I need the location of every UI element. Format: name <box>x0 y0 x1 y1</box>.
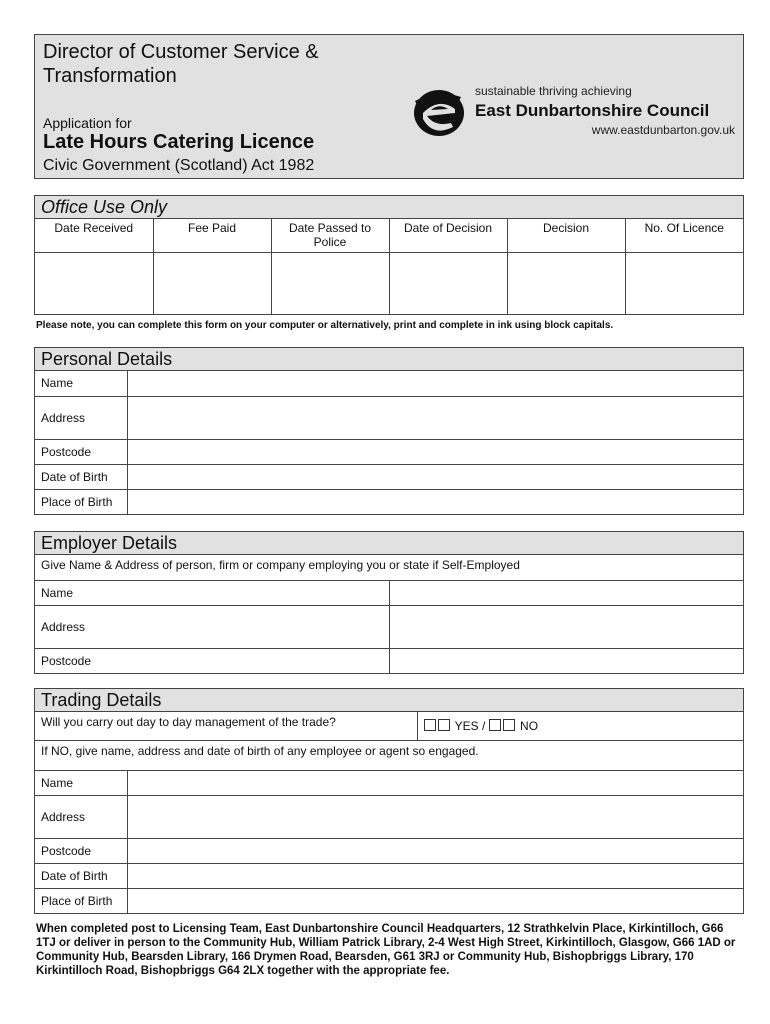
personal-postcode-field[interactable] <box>128 439 744 464</box>
trading-details-title: Trading Details <box>35 689 743 712</box>
office-field-decision[interactable] <box>507 253 625 315</box>
personal-details-section <box>34 347 744 515</box>
submission-instructions: When completed post to Licensing Team, East Dunbartonshire Council Headquarters, 12 Strathkelvin Place, Kirkintilloch, G66 1TJ or deliver in person to the Community Hub, William Patrick Library, 2-4 West High Street, Kirkintilloch, Glasgow, G66 1AD or Community Hub, Bearsden Library, 166 Drymen Road, Bearsden, G61 3RJ or Community Hub, Bishopbriggs Library, 170 Kirkintilloch Road, Bishopbriggs G64 2LX together with the appropriate fee. <box>36 923 736 977</box>
office-col-fee-paid: Fee Paid <box>153 219 271 253</box>
completion-note: Please note, you can complete this form on your computer or alternatively, print and complete in ink using block capitals. <box>36 320 614 331</box>
application-for-label: Application for <box>43 115 132 131</box>
trading-pob-field[interactable] <box>127 888 743 913</box>
trading-name-label: Name <box>35 770 127 795</box>
yes-checkbox-1[interactable] <box>424 719 436 731</box>
yes-checkbox-2[interactable] <box>438 719 450 731</box>
office-field-date-passed[interactable] <box>271 253 389 315</box>
council-e-logo-icon <box>411 83 467 139</box>
personal-dob-label: Date of Birth <box>35 464 128 489</box>
office-use-section <box>34 195 744 315</box>
employer-postcode-field[interactable] <box>389 648 743 673</box>
employer-name-field[interactable] <box>389 580 743 605</box>
personal-address-label: Address <box>35 396 128 439</box>
logo-tagline: sustainable thriving achieving <box>475 84 632 98</box>
trading-address-field[interactable] <box>127 795 743 838</box>
personal-pob-label: Place of Birth <box>35 489 128 514</box>
office-use-table <box>35 219 743 314</box>
personal-details-table <box>35 371 743 514</box>
no-checkbox-2[interactable] <box>503 719 515 731</box>
no-label: NO <box>520 718 539 733</box>
trading-name-field[interactable] <box>127 770 743 795</box>
employer-address-field[interactable] <box>389 605 743 648</box>
trading-dob-field[interactable] <box>127 863 743 888</box>
office-field-fee-paid[interactable] <box>153 253 271 315</box>
office-col-decision: Decision <box>507 219 625 253</box>
office-use-title: Office Use Only <box>35 196 743 219</box>
logo-url: www.eastdunbarton.gov.uk <box>591 123 735 137</box>
employer-details-table <box>35 555 743 673</box>
trading-yes-no <box>417 712 743 740</box>
logo-council-name: East Dunbartonshire Council <box>475 101 710 120</box>
trading-postcode-label: Postcode <box>35 838 127 863</box>
employer-instruction: Give Name & Address of person, firm or company employing you or state if Self-Employed <box>35 555 743 580</box>
trading-address-label: Address <box>35 795 127 838</box>
form-header <box>34 34 744 179</box>
personal-name-label: Name <box>35 371 128 396</box>
office-col-date-decision: Date of Decision <box>389 219 507 253</box>
yes-no-separator: / <box>482 718 486 733</box>
personal-dob-field[interactable] <box>128 464 744 489</box>
trading-details-table <box>35 712 743 913</box>
employer-postcode-label: Postcode <box>35 648 389 673</box>
trading-pob-label: Place of Birth <box>35 888 127 913</box>
office-field-date-received[interactable] <box>35 253 153 315</box>
office-col-licence-no: No. Of Licence <box>625 219 743 253</box>
trading-details-section <box>34 688 744 914</box>
personal-name-field[interactable] <box>128 371 744 396</box>
employer-details-title: Employer Details <box>35 532 743 555</box>
office-col-date-passed: Date Passed to Police <box>271 219 389 253</box>
department-title: Director of Customer Service & Transformation <box>43 41 319 87</box>
office-field-date-decision[interactable] <box>389 253 507 315</box>
personal-details-title: Personal Details <box>35 348 743 371</box>
act-subtitle: Civic Government (Scotland) Act 1982 <box>43 157 315 174</box>
trading-dob-label: Date of Birth <box>35 863 127 888</box>
employer-details-section <box>34 531 744 674</box>
trading-question: Will you carry out day to day management of the trade? <box>35 712 417 740</box>
personal-postcode-label: Postcode <box>35 439 128 464</box>
licence-title: Late Hours Catering Licence <box>43 131 315 153</box>
personal-address-field[interactable] <box>128 396 744 439</box>
employer-address-label: Address <box>35 605 389 648</box>
no-checkbox-1[interactable] <box>489 719 501 731</box>
employer-name-label: Name <box>35 580 389 605</box>
trading-postcode-field[interactable] <box>127 838 743 863</box>
trading-if-no-instruction: If NO, give name, address and date of birth of any employee or agent so engaged. <box>35 740 743 770</box>
office-field-licence-no[interactable] <box>625 253 743 315</box>
yes-label: YES <box>454 718 479 733</box>
personal-pob-field[interactable] <box>128 489 744 514</box>
office-col-date-received: Date Received <box>35 219 153 253</box>
council-logo <box>411 83 741 143</box>
